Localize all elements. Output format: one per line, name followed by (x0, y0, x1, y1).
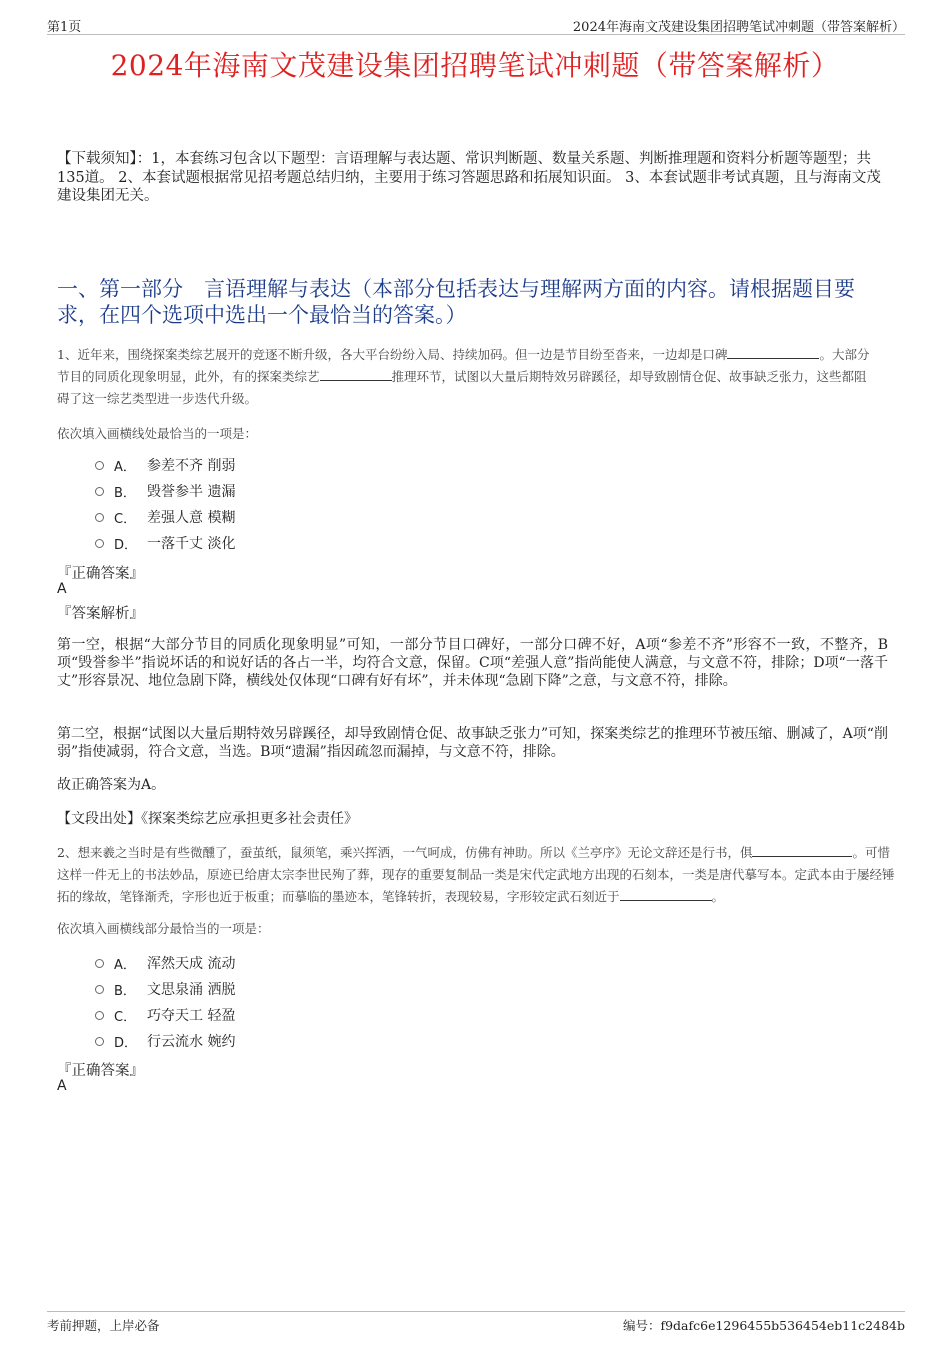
question-1-blank-1 (727, 344, 819, 359)
question-1-text (57, 344, 878, 410)
radio-icon[interactable] (95, 539, 104, 548)
download-notice: 【下载须知】：1，本套练习包含以下题型：言语理解与表达题、常识判断题、数量关系题、判断推理题和资料分析题等题型；共135道。 2、本套试题根据常见招考题总结归纳，主要用于练习答题思路和拓展知识面。 3、本套试题非考试真题，且与海南文茂建设集团无关。 (57, 151, 881, 204)
question-1-source: 【文段出处】《探案类综艺应承担更多社会责任》 (57, 811, 358, 827)
page-number: 第1页 (47, 20, 82, 35)
question-1-options (95, 452, 235, 556)
radio-icon[interactable] (95, 985, 104, 994)
question-2-option-d[interactable]: D． 行云流水 婉约 (95, 1028, 235, 1054)
question-1-answer-label: 『正确答案』 (57, 566, 144, 582)
question-1-option-b[interactable]: B． 毁誉参半 遗漏 (95, 478, 235, 504)
question-1-option-a[interactable]: A． 参差不齐 削弱 (95, 452, 235, 478)
question-1-prompt: 依次填入画横线处最恰当的一项是： (57, 426, 258, 441)
question-1-part-b: 。大部分节目的同质化现象明显，此外，有的探案类综艺 (57, 347, 870, 384)
radio-icon[interactable] (95, 461, 104, 470)
question-2-option-c[interactable]: C． 巧夺天工 轻盈 (95, 1002, 235, 1028)
question-1-option-d[interactable]: D． 一落千丈 淡化 (95, 530, 235, 556)
header-doc-name: 2024年海南文茂建设集团招聘笔试冲刺题（带答案解析） (572, 20, 905, 35)
radio-icon[interactable] (95, 1037, 104, 1046)
section-title: 一、第一部分 言语理解与表达（本部分包括表达与理解两方面的内容。请根据题目要求，在四个选项中选出一个最恰当的答案。） (57, 277, 855, 327)
question-2-blank-2 (620, 886, 712, 901)
document-title: 2024年海南文茂建设集团招聘笔试冲刺题（带答案解析） (110, 49, 840, 82)
footer-code: 编号：f9dafc6e1296455b536454eb11c2484b (622, 1318, 905, 1333)
question-1-blank-2 (320, 366, 392, 381)
question-2-text (57, 842, 895, 908)
question-1-option-c[interactable]: C． 差强人意 模糊 (95, 504, 235, 530)
question-2-blank-1 (752, 842, 852, 857)
question-2-answer: A (57, 1078, 67, 1094)
question-2-answer-label: 『正确答案』 (57, 1063, 144, 1079)
question-2-part-c: 。 (711, 889, 725, 904)
question-1-conclusion: 故正确答案为A。 (57, 777, 166, 793)
question-2-option-b[interactable]: B． 文思泉涌 洒脱 (95, 976, 235, 1002)
page-header (47, 14, 905, 35)
question-2-part-a: 2、想来羲之当时是有些微醺了，蚕茧纸，鼠须笔，乘兴挥洒，一气呵成，仿佛有神助。所以《兰亭序》无论文辞还是行书，俱 (57, 845, 753, 860)
question-1-analysis-label: 『答案解析』 (57, 606, 144, 622)
radio-icon[interactable] (95, 513, 104, 522)
page-footer (47, 1311, 905, 1334)
question-1-analysis-2: 第二空，根据“试图以大量后期特效另辟蹊径，却导致剧情仓促、故事缺乏张力”可知，探案类综艺的推理环节被压缩、删减了，A项“削弱”指使减弱，符合文意，当选。B项“遗漏”指因疏忽而漏掉，与文意不符，排除。 (57, 726, 888, 760)
question-2-option-a[interactable]: A． 浑然天成 流动 (95, 950, 235, 976)
question-1-analysis-1: 第一空，根据“大部分节目的同质化现象明显”可知，一部分节目口碑好，一部分口碑不好，A项“参差不齐”形容不一致，不整齐，B项“毁誉参半”指说坏话的和说好话的各占一半，均符合文意，保留。C项“差强人意”指尚能使人满意，与文意不符，排除；D项“一落千丈”形容景况、地位急剧下降，横线处仅体现“口碑有好有坏”，并未体现“急剧下降”之意，与文意不符，排除。 (57, 637, 888, 689)
question-1-answer: A (57, 581, 67, 597)
question-1-part-a: 1、近年来，围绕探案类综艺展开的竞逐不断升级，各大平台纷纷入局、持续加码。但一边是节目纷至沓来，一边却是口碑 (57, 347, 728, 362)
question-1-part-c: 推理环节，试图以大量后期特效另辟蹊径，却导致剧情仓促、故事缺乏张力，这些都阻碍了这一综艺类型进一步迭代升级。 (57, 369, 867, 406)
question-2-part-b: 。可惜这样一件无上的书法妙品，原迹已给唐太宗李世民殉了葬，现存的重要复制品一类是宋代定武地方出现的石刻本，一类是唐代摹写本。定武本由于屡经锤拓的缘故，笔锋渐秃，字形也近于板重；而摹临的墨迹本，笔锋转折，表现较易，字形较定武石刻近于 (57, 845, 895, 904)
radio-icon[interactable] (95, 487, 104, 496)
radio-icon[interactable] (95, 1011, 104, 1020)
question-2-prompt: 依次填入画横线部分最恰当的一项是： (57, 921, 270, 936)
question-2-options (95, 950, 235, 1054)
footer-slogan: 考前押题，上岸必备 (47, 1318, 160, 1333)
radio-icon[interactable] (95, 959, 104, 968)
